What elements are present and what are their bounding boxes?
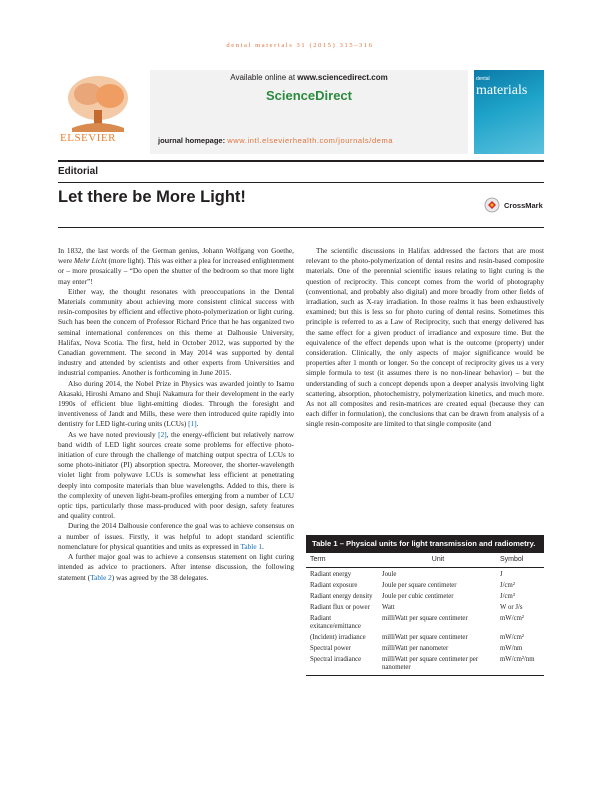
section-rule: [58, 182, 544, 183]
right-column: [306, 246, 544, 430]
table-row: [306, 580, 544, 591]
paragraph: [58, 379, 294, 430]
table-row: [306, 654, 544, 673]
table-caption: Table 1 – Physical units for light transmission and radiometry.: [306, 535, 544, 553]
table-row: [306, 643, 544, 654]
text-run: .: [262, 541, 264, 551]
left-column: [58, 246, 294, 583]
text-run: ) was agreed by the 38 delegates.: [111, 572, 209, 582]
available-online-prefix: Available online at: [230, 73, 298, 82]
table-row: [306, 567, 544, 580]
paragraph: [58, 430, 294, 522]
table-cell-term: Spectral power: [310, 644, 351, 652]
sciencedirect-url[interactable]: www.sciencedirect.com: [297, 73, 388, 82]
journal-homepage-label: journal homepage:: [158, 136, 226, 145]
text-run: .: [196, 419, 199, 429]
table-body: [306, 567, 544, 673]
table-bottom-rule: [306, 675, 544, 676]
crossmark-label[interactable]: CrossMark: [504, 201, 543, 210]
running-head: dental materials 31 (2015) 315–316: [226, 42, 374, 49]
paragraph: [58, 246, 294, 287]
table-cell-symbol: mW/cm²: [500, 614, 524, 622]
table-cell-term: Radiant energy: [310, 570, 352, 578]
text-run: Also during 2014, the Nobel Prize in Physics was awarded jointly to Isamu Akasaki, Hiroshi Amano and Shuji Nakamura for their development in the early 1990s of efficient blue light-emitting diodes. Through the foresight and inventiveness of Jandt and Mills, these were then introduced quite rapidly into dentistry for LED light-curing units (LCUs): [58, 378, 294, 429]
title-rule: [58, 227, 544, 228]
text-run: In 1832, the last words of the German genius, Johann Wolfgang von Goethe, were: [58, 246, 294, 266]
top-rule: [58, 160, 544, 162]
table-header-row: [306, 553, 544, 568]
table-cell-term: Radiant flux or power: [310, 603, 370, 611]
paragraph: [306, 246, 544, 430]
table-cell-term: (Incident) irradiance: [310, 633, 366, 641]
table-cell-symbol: J: [500, 570, 503, 578]
text-run: Either way, the thought resonates with preoccupations in the Dental Materials community about achieving more consistent clinical success with resin-composites by efficient and effective photo-polymerization or light curing. Such has been the concern of Professor Richard Price that he has organized two seminal international conferences on this theme at Dalhousie University, Halifax, Nova Scotia. The first, held in October 2012, was supported by the Canadian government. The second in May 2014 was supported by dental industry and attended by scientists and other experts from Universities and industrial companies. Another is forthcoming in June 2015.: [58, 286, 294, 378]
table-cell-term: Radiant exposure: [310, 581, 358, 589]
text-run: , the energy-efficient but relatively narrow band width of LED light sources create some problems for effective photo-initiation of cure through the challenge of matching output spectra of LCUs to some photo-initiator (PI) absorption spectra. Moreover, the shorter-wavelength violet light from polywave LCUs is somewhat less efficient at penetrating deeply into composite materials than blue wavelengths. Added to this, there is the complexity of uneven light-beam-profiles emerging from a number of LCU optic tips, particularly those mass-produced with poor design, safety features and quality control.: [58, 429, 294, 521]
available-online: [150, 73, 468, 82]
reference-link[interactable]: Table 2: [90, 572, 112, 582]
journal-homepage: [158, 136, 468, 145]
table-cell-unit: milliWatt per nanometer: [382, 644, 449, 652]
journal-homepage-url[interactable]: www.intl.elsevierhealth.com/journals/dema: [227, 136, 394, 145]
table-cell-term: Radiant energy density: [310, 592, 373, 600]
table-cell-unit: Joule per cubic centimeter: [382, 592, 454, 600]
text-run: A further major goal was to achieve a consensus statement on light curing intended as advice to practioners. After intense discussion, the following statement (: [58, 552, 294, 582]
cover-small-text: dental: [476, 76, 490, 82]
article-title: Let there be More Light!: [58, 188, 246, 206]
text-run: As we have noted previously: [68, 429, 159, 439]
table-cell-unit: Joule: [382, 570, 397, 578]
table-cell-unit: milliWatt per square centimeter: [382, 633, 468, 641]
text-run: (more light). This was either a plea for increased enlightenment or – more prosaically – “Do open the shutter of the bedroom so that more light may enter”!: [58, 256, 294, 286]
table-cell-symbol: mW/cm²/nm: [500, 655, 535, 663]
table-cell-symbol: mW/nm: [500, 644, 523, 652]
table-1: [306, 535, 544, 676]
table-cell-symbol: J/cm³: [500, 592, 515, 600]
table-cell-unit: Watt: [382, 603, 395, 611]
table-cell-symbol: mW/cm²: [500, 633, 524, 641]
table-header-symbol: Symbol: [496, 553, 544, 568]
paragraph: [58, 287, 294, 379]
table-cell-symbol: J/cm²: [500, 581, 515, 589]
table-row: [306, 602, 544, 613]
table-row: [306, 613, 544, 632]
units-table: [306, 553, 544, 674]
text-run: The scientific discussions in Halifax addressed the factors that are most relevant to the photo-polymerization of dental resins and resin-based composite materials. One of the perennial scientific issues relating to light curing is the question of reciprocity. This concept comes from the world of photography (conventional, and probably also digital) and more broadly from other fields of irradiation, such as X-ray irradiation. In those realms it has been exhaustively examined; but this is less so for photo curing of dental resins. Sometimes this principle is referred to as a Law of Reciprocity, such that energy delivered has the same effect for a given product of irradiance and exposure time. But the equivalence of the effect depends upon what is the outcome (property) under consideration. Clinically, the only aspects of major significance would be properties after 1 month or longer. So the concept of reciprocity gives us a very simple formula to test (it assumes there is no non-linear behavior) – but the understanding of such a concept depends upon a deeper analysis involving light scattering, absorption, photochemistry, polymerization kinetics, and much more. As not all composites and resin-matrices are created equal (because they can each differ in formulation), the conclusions that can be drawn from analysis of a single resin-composite are limited to that single composite (and: [306, 246, 544, 429]
section-label: Editorial: [58, 166, 99, 177]
table-row: [306, 591, 544, 602]
publisher-name: ELSEVIER: [60, 132, 116, 144]
table-header-unit: Unit: [378, 553, 496, 568]
cover-title: materials: [476, 83, 528, 98]
reference-link[interactable]: [2]: [158, 429, 167, 439]
table-cell-term: Radiant exitance/emittance: [310, 614, 361, 630]
table-cell-term: Spectral irradiance: [310, 655, 362, 663]
reference-link[interactable]: Table 1: [240, 541, 263, 551]
table-row: [306, 632, 544, 643]
table-cell-unit: milliWatt per square centimeter: [382, 614, 468, 622]
reference-link[interactable]: [1]: [188, 419, 197, 429]
table-header-term: Term: [306, 553, 378, 568]
text-run: During the 2014 Dalhousie conference the goal was to achieve consensus on a number of issues. Firstly, it was helpful to adopt standard scientific nomenclature for physical quantities and units as expressed in: [58, 521, 294, 551]
paragraph: [58, 521, 294, 552]
sciencedirect-logo[interactable]: ScienceDirect: [266, 88, 352, 103]
table-cell-unit: milliWatt per square centimeter per nanometer: [382, 655, 479, 671]
emphasis-text: Mehr Licht: [74, 256, 107, 266]
table-cell-symbol: W or J/s: [500, 603, 523, 611]
paragraph: [58, 552, 294, 583]
table-cell-unit: Joule per square centimeter: [382, 581, 457, 589]
